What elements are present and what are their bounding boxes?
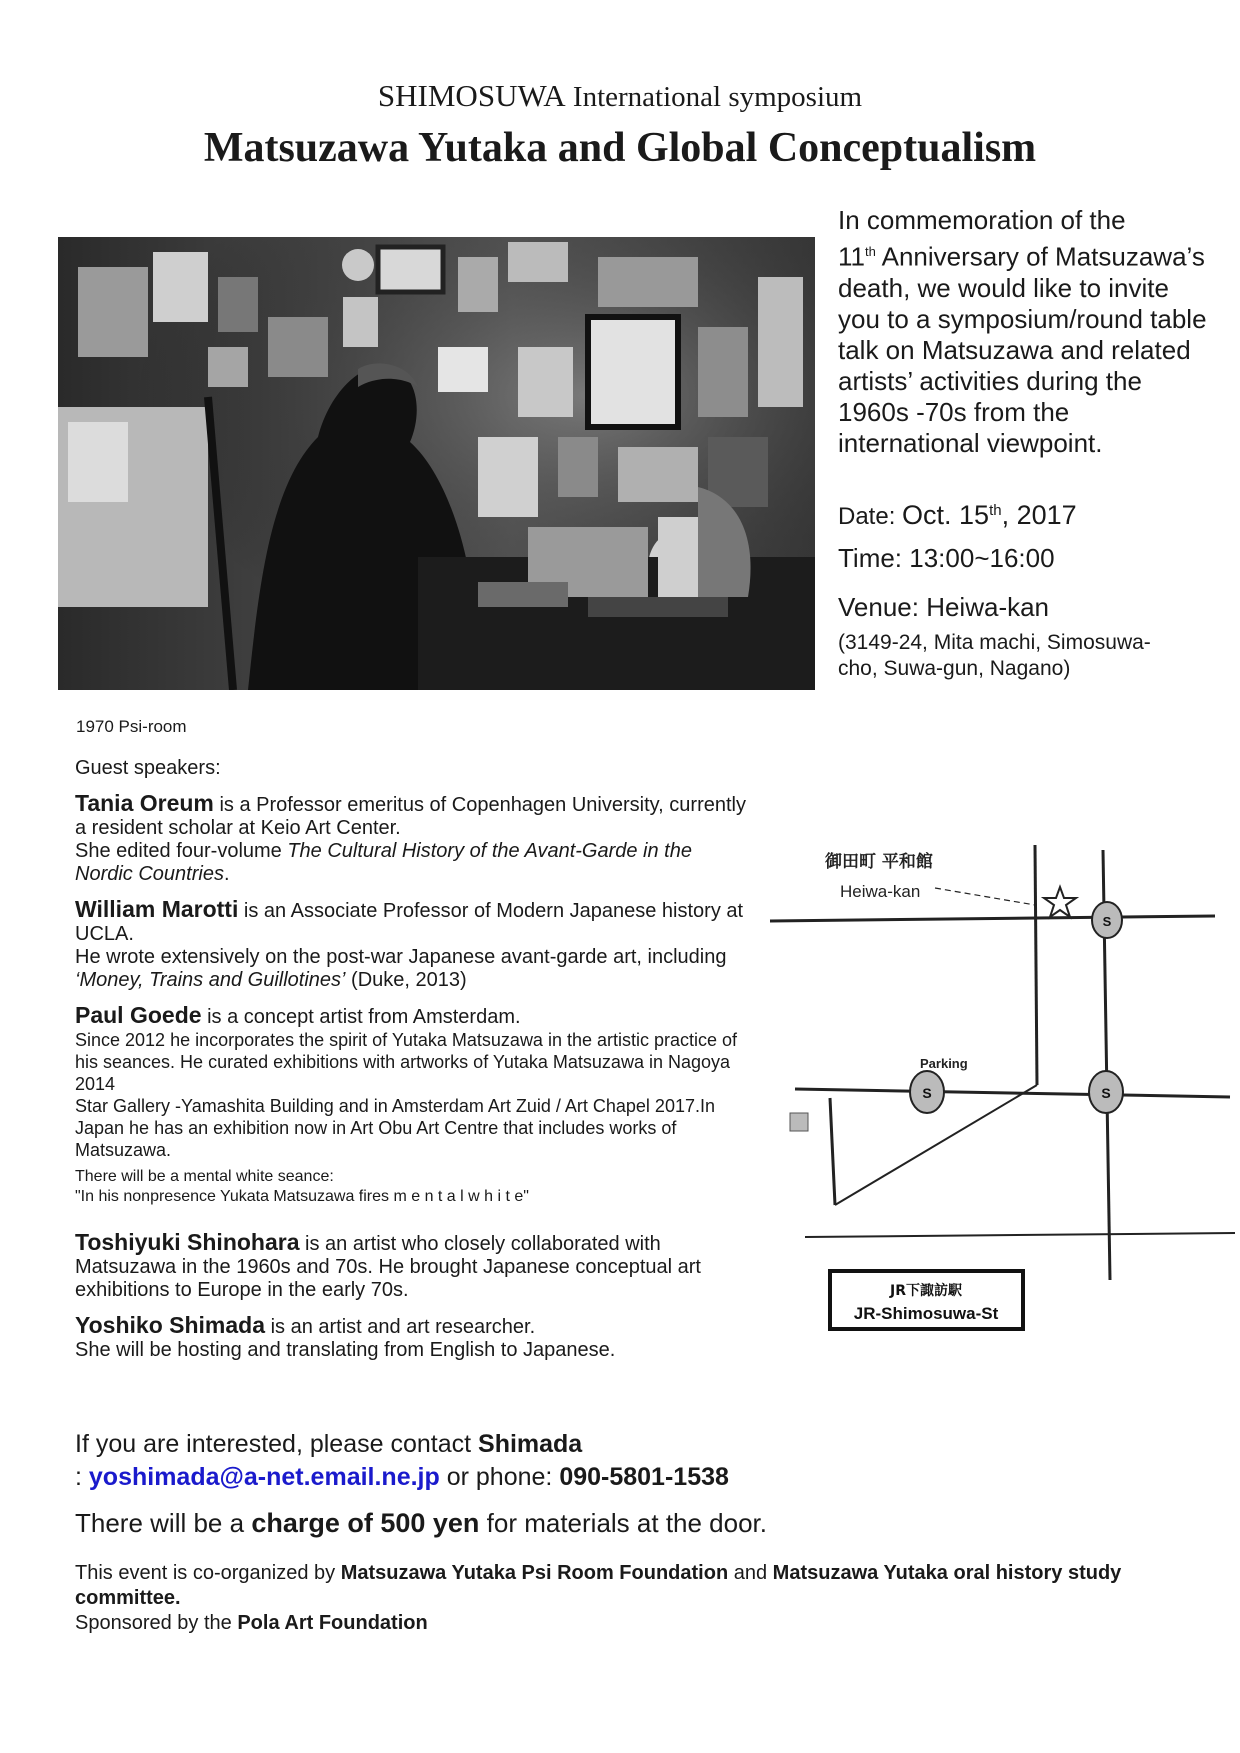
traffic-signal-icon [1089,1071,1123,1113]
studio-photo [58,237,815,690]
signal-label: S [1102,914,1112,929]
date-sup: th [989,502,1002,519]
speaker-shimada [75,1314,755,1362]
speakers-heading: Guest speakers: [75,757,221,779]
speaker-bio: is an Associate Professor of Modern Japanese history at UCLA. [75,900,744,945]
map-venue-label: Heiwa-kan [840,882,921,901]
speaker-name: Paul Goede [75,1002,202,1028]
contact-or: or phone: [439,1463,560,1491]
signal-label: S [1101,1085,1111,1101]
station-en-label: JR-Shimosuwa-St [853,1304,999,1323]
event-venue: Venue: Heiwa-kan [838,592,1050,622]
speaker-goede [75,1004,755,1207]
parking-marker-icon [790,1113,808,1131]
map-jp-label: 御田町 平和館 [825,852,933,872]
map-road [830,1098,835,1205]
speaker-bio: is an artist who closely collaborated with Matsuzawa in the 1960s and 70s. He brought Japanese conceptual art exhibitions to Europe in the early 70s. [75,1233,701,1301]
charge-note [75,1508,767,1539]
intro-number: 11 [838,241,865,272]
signal-label: S [922,1085,932,1101]
date-value: Oct. 15 [902,500,990,530]
venue-star-icon [1044,887,1076,917]
venue-map [765,835,1235,1335]
book-title: The Cultural History of the Avant-Garde in the Nordic Countries [75,840,692,885]
contact-section [75,1428,975,1494]
date-label: Date: [838,503,903,530]
sponsor-name: Pola Art Foundation [237,1612,428,1634]
subtitle-rest: International symposium [572,81,863,113]
speaker-bio: (Duke, 2013) [345,969,467,991]
subtitle-place: SHIMOSUWA [377,78,566,113]
map-road [805,1233,1235,1237]
map-drawing [765,835,1235,1335]
speaker-oreum [75,792,755,886]
contact-phone: 090-5801-1538 [559,1463,729,1491]
map-road [770,916,1215,921]
footer-organizers [75,1561,1195,1636]
charge-amount: charge of 500 yen [251,1508,480,1538]
charge-pre: There will be a [75,1508,252,1538]
intro-sup: th [865,244,876,259]
speaker-bio: Star Gallery -Yamashita Building and in Amsterdam Art Zuid / Art Chapel 2017.In Japan he has an exhibition now in Art Obu Art Centre that includes works of Matsuzawa. [75,1096,715,1160]
studio-photo-illustration [58,237,815,690]
charge-post: for materials at the door. [479,1508,768,1538]
footer-pre: This event is co-organized by [75,1562,341,1584]
header-subtitle [0,78,1240,114]
map-road [795,1089,1230,1097]
speaker-bio: He wrote extensively on the post-war Japanese avant-garde art, including [75,946,727,968]
book-title: ‘Money, Trains and Guillotines’ [75,969,346,991]
footer-and: and [728,1562,773,1584]
traffic-signal-icon [910,1071,944,1113]
contact-colon: : [75,1463,89,1491]
station-jp-label: JR下諏訪駅 [890,1283,962,1299]
speaker-bio: is a Professor emeritus of Copenhagen University, currently a resident scholar at Keio Art Center. [75,794,746,839]
speaker-bio: . [223,863,230,885]
venue-address: (3149-24, Mita machi, Simosuwa-cho, Suwa-gun, Nagano) [838,631,1151,680]
guest-speakers-section [75,757,755,1374]
intro-part-1: In commemoration of the [838,205,1126,235]
event-time: Time: 13:00~16:00 [838,543,1055,573]
contact-text: If you are interested, please contact [75,1430,479,1458]
page-title: Matsuzawa Yutaka and Global Conceptualism [203,125,1037,171]
seance-title: "In his nonpresence Yukata Matsuzawa fires m e n t a l w h i t e" [75,1188,529,1205]
speaker-bio: is an artist and art researcher. [265,1316,536,1338]
speaker-name: William Marotti [75,896,239,922]
map-road [1035,845,1037,1085]
sponsor-pre: Sponsored by the [75,1612,238,1634]
map-parking-label: Parking [920,1056,968,1071]
speaker-bio: She edited four-volume [75,840,288,862]
speaker-name: Tania Oreum [75,790,214,816]
contact-name: Shimada [478,1430,583,1458]
intro-part-2: Anniversary of Matsuzawa’s death, we would like to invite you to a symposium/round table talk on Matsuzawa and related artists’ activities during the 1960s -70s from the international viewpoint. [838,241,1207,458]
speaker-bio: is a concept artist from Amsterdam. [201,1006,521,1028]
speaker-shinohara [75,1231,755,1302]
photo-caption: 1970 Psi-room [76,717,187,736]
speaker-name: Yoshiko Shimada [75,1312,266,1338]
intro-text [838,205,1218,459]
organizer-2: Matsuzawa Yutaka oral history study committee. [75,1562,1122,1609]
speaker-bio: Since 2012 he incorporates the spirit of Yutaka Matsuzawa in the artistic practice of his seances. He curated exhibitions with artworks of Yutaka Matsuzawa in Nagoya 2014 [75,1030,738,1094]
event-date [838,500,1077,531]
speaker-bio: She will be hosting and translating from English to Japanese. [75,1339,616,1361]
organizer-1: Matsuzawa Yutaka Psi Room Foundation [340,1562,729,1584]
traffic-signal-icon [1092,902,1122,938]
map-leader-line [935,888,1035,905]
speaker-marotti [75,898,755,992]
date-year: , 2017 [1001,500,1077,530]
speaker-name: Toshiyuki Shinohara [75,1229,300,1255]
contact-email-link[interactable]: yoshimada@a-net.email.ne.jp [88,1463,440,1491]
seance-note: There will be a mental white seance: [75,1168,334,1185]
